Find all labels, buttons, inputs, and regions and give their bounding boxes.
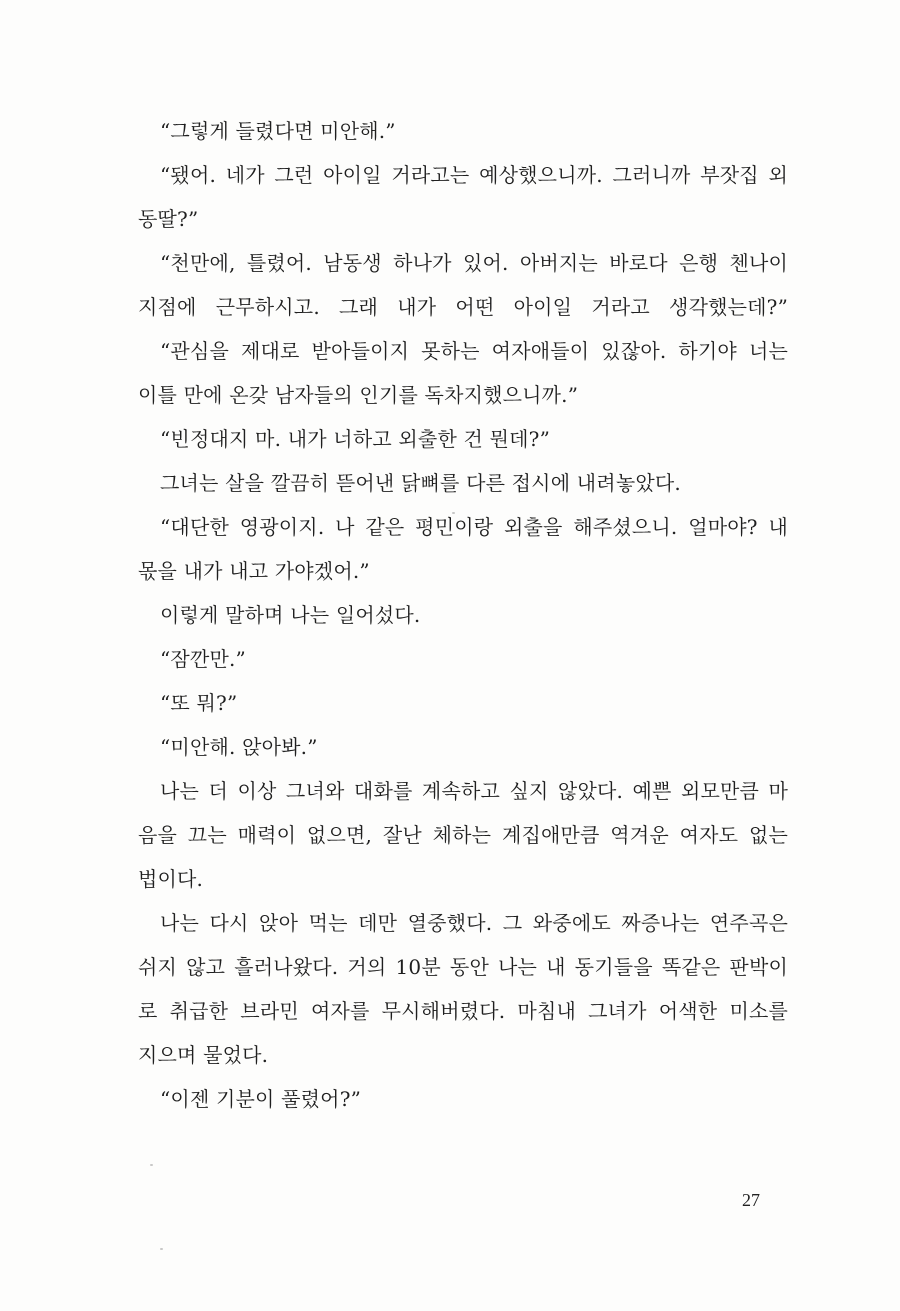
scan-speck [452,512,455,514]
text-line: 지으며 물었다. [138,1043,269,1067]
text-line: “또 뭐?” [160,691,238,715]
text-line: 로 취급한 브라민 여자를 무시해버렸다. 마침내 그녀가 어색한 미소를 [138,999,788,1023]
text-line: 법이다. [138,867,204,891]
text-line: 음을 끄는 매력이 없으면, 잘난 체하는 계집애만큼 역겨운 여자도 없는 [138,823,788,847]
text-line: “관심을 제대로 받아들이지 못하는 여자애들이 있잖아. 하기야 너는 [160,339,788,363]
text-line: 동딸?” [138,207,199,231]
text-line: 지점에 근무하시고. 그래 내가 어떤 아이일 거라고 생각했는데?” [138,295,788,319]
text-line: 쉬지 않고 흘러나왔다. 거의 10분 동안 나는 내 동기들을 똑같은 판박이 [138,955,788,979]
text-line: “대단한 영광이지. 나 같은 평민이랑 외출을 해주셨으니. 얼마야? 내 [160,515,788,539]
body-text [138,112,788,1124]
page-number: 27 [742,1190,760,1210]
text-line: “그렇게 들렸다면 미안해.” [160,119,396,143]
text-line: “잠깐만.” [160,647,246,671]
text-line: 이틀 만에 온갖 남자들의 인기를 독차지했으니까.” [138,383,579,407]
scan-speck [150,1164,153,1166]
text-line: “천만에, 틀렸어. 남동생 하나가 있어. 아버지는 바로다 은행 첸나이 [160,251,788,275]
text-line: “이젠 기분이 풀렸어?” [160,1087,362,1111]
text-line: 이렇게 말하며 나는 일어섰다. [160,603,421,627]
text-line: 나는 다시 앉아 먹는 데만 열중했다. 그 와중에도 짜증나는 연주곡은 [160,911,788,935]
text-line: 그녀는 살을 깔끔히 뜯어낸 닭뼈를 다른 접시에 내려놓았다. [160,471,681,495]
scan-speck [160,1248,163,1250]
text-line: 몫을 내가 내고 가야겠어.” [138,559,370,583]
text-line: “됐어. 네가 그런 아이일 거라고는 예상했으니까. 그러니까 부잣집 외 [160,163,788,187]
text-line: “미안해. 앉아봐.” [160,735,318,759]
text-line: “빈정대지 마. 내가 너하고 외출한 건 뭔데?” [160,427,550,451]
text-line: 나는 더 이상 그녀와 대화를 계속하고 싶지 않았다. 예쁜 외모만큼 마 [160,779,788,803]
